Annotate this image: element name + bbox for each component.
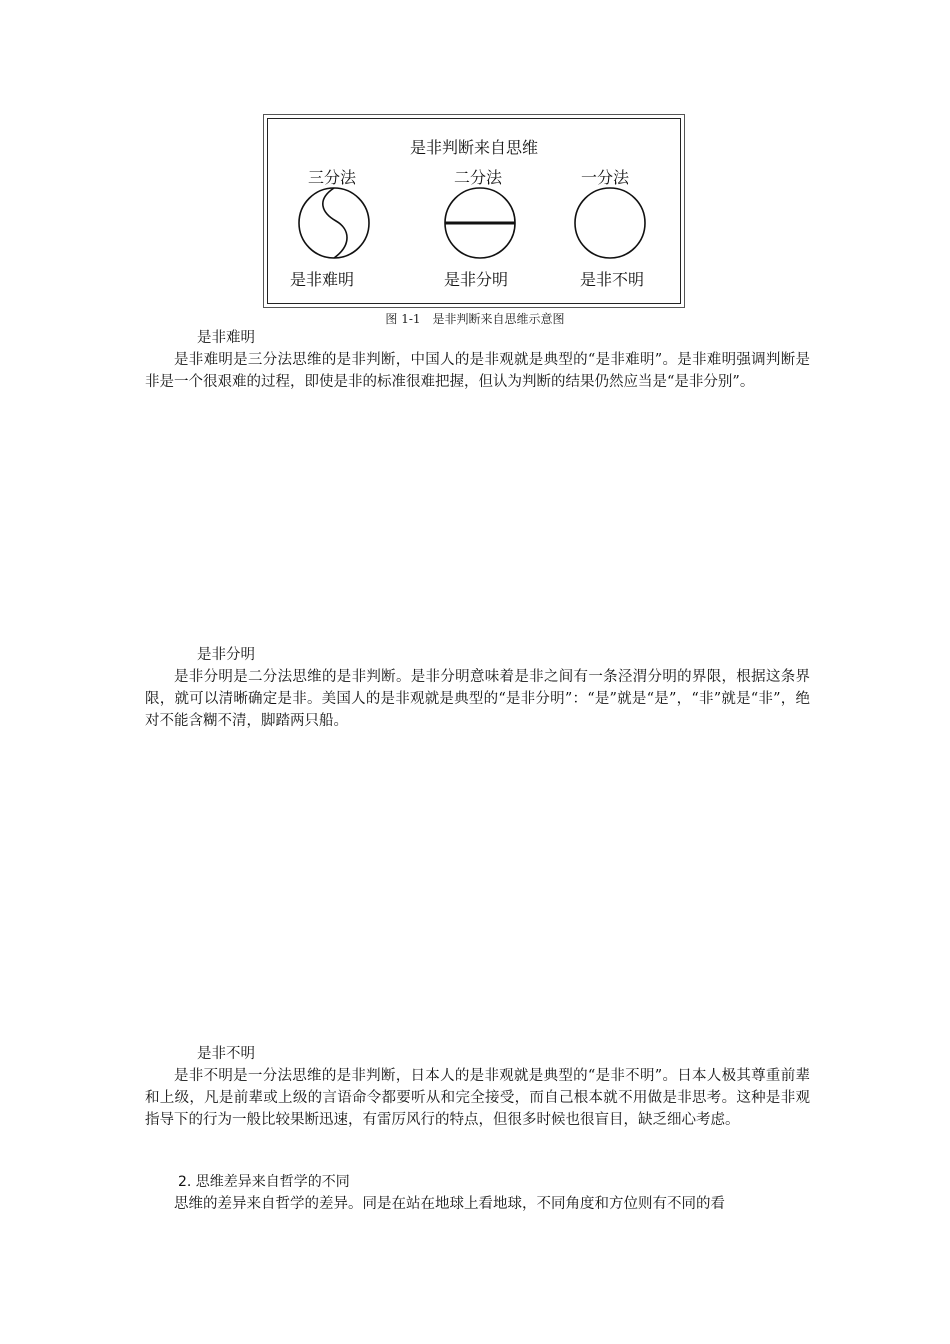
subheading-hard-to-tell: 是非难明 [197,330,255,346]
circle-two-part [445,188,515,258]
figure-frame [263,114,685,308]
paragraph-hard-to-tell: 是非难明是三分法思维的是非判断，中国人的是非观就是典型的“是非难明”。是非难明强调判断是非是一个很艰难的过程，即使是非的标准很难把握，但认为判断的结果仍然应当是“是非分别”。 [145,352,810,390]
figure-title: 是非判断来自思维 [409,138,538,157]
result-label-hard: 是非难明 [290,270,355,289]
paragraph-philosophy: 思维的差异来自哲学的差异。同是在站在地球上看地球，不同角度和方位则有不同的看 [174,1196,725,1212]
section-title-philosophy: 2. 思维差异来自哲学的不同 [178,1174,350,1190]
figure-caption: 图 1-1 是非判断来自思维示意图 [385,312,565,326]
subheading-clear-cut: 是非分明 [197,647,255,663]
method-label-one: 一分法 [581,168,630,187]
result-label-clear: 是非分明 [444,270,509,289]
result-label-unclear: 是非不明 [580,270,645,289]
method-label-three: 三分法 [308,168,357,187]
paragraph-clear-cut: 是非分明是二分法思维的是非判断。是非分明意味着是非之间有一条泾渭分明的界限，根据这条界限，就可以清晰确定是非。美国人的是非观就是典型的“是非分明”：“是”就是“是”，“非”就是“非”，绝对不能含糊不清，脚踏两只船。 [145,669,810,729]
subheading-unclear: 是非不明 [197,1046,255,1062]
method-label-two: 二分法 [454,168,503,187]
circle-three-part [299,188,369,258]
paragraph-unclear: 是非不明是一分法思维的是非判断，日本人的是非观就是典型的“是非不明”。日本人极其尊重前辈和上级，凡是前辈或上级的言语命令都要听从和完全接受，而自己根本就不用做是非思考。这种是非观指导下的行为一般比较果断迅速，有雷厉风行的特点，但很多时候也很盲目，缺乏细心考虑。 [145,1068,810,1128]
circle-one-part [575,188,645,258]
